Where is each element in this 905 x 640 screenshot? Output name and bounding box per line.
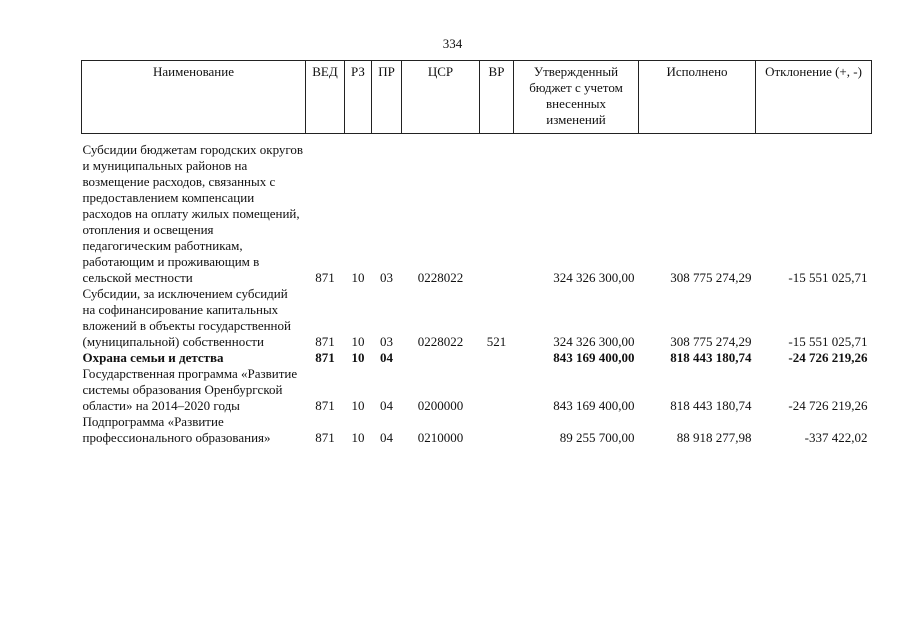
row-ved: 871 — [315, 350, 335, 365]
header-pr: ПР — [372, 61, 402, 134]
row-rz: 10 — [351, 334, 365, 349]
header-rz: РЗ — [345, 61, 372, 134]
row-name: Субсидии, за исключением субсидий на софинансирование капитальных вложений в объекты государственной (муниципальной) собственности — [82, 286, 291, 349]
row-executed: 308 775 274,29 — [670, 270, 752, 285]
row-pr: 04 — [380, 398, 393, 413]
row-csr: 0200000 — [417, 398, 464, 413]
row-ved: 871 — [315, 334, 335, 349]
row-name: Охрана семьи и детства — [82, 350, 224, 365]
row-csr: 0228022 — [417, 334, 464, 349]
row-deviation: -15 551 025,71 — [788, 334, 868, 349]
row-deviation: -24 726 219,26 — [788, 398, 868, 413]
header-ved: ВЕД — [306, 61, 345, 134]
header-approved: Утвержденный бюджет с учетом внесенных изменений — [514, 61, 639, 134]
row-ved: 871 — [315, 430, 335, 445]
row-executed: 818 443 180,74 — [670, 398, 752, 413]
table-row — [82, 134, 872, 287]
row-ved: 871 — [315, 270, 335, 285]
row-executed: 818 443 180,74 — [670, 350, 752, 365]
row-pr: 04 — [380, 430, 393, 445]
header-vr: ВР — [480, 61, 514, 134]
row-approved: 324 326 300,00 — [553, 270, 635, 285]
row-executed: 308 775 274,29 — [670, 334, 752, 349]
header-name: Наименование — [82, 61, 306, 134]
row-vr: 521 — [486, 334, 507, 349]
header-csr: ЦСР — [402, 61, 480, 134]
row-csr — [402, 350, 480, 366]
row-approved: 843 169 400,00 — [553, 398, 635, 413]
row-pr: 04 — [380, 350, 393, 365]
row-csr: 0228022 — [417, 270, 464, 285]
table-row — [82, 286, 872, 350]
row-deviation: -15 551 025,71 — [788, 270, 868, 285]
row-rz: 10 — [351, 270, 365, 285]
row-rz: 10 — [351, 398, 365, 413]
table-row — [82, 350, 872, 366]
row-executed: 88 918 277,98 — [676, 430, 752, 445]
row-vr — [480, 350, 514, 366]
row-pr: 03 — [380, 334, 393, 349]
row-pr: 03 — [380, 270, 393, 285]
row-vr — [480, 366, 514, 414]
row-deviation: -337 422,02 — [804, 430, 868, 445]
row-ved: 871 — [315, 398, 335, 413]
table-row — [82, 366, 872, 414]
header-executed: Исполнено — [639, 61, 756, 134]
row-approved: 843 169 400,00 — [553, 350, 635, 365]
row-vr — [480, 414, 514, 446]
row-deviation: -24 726 219,26 — [788, 350, 868, 365]
row-vr — [480, 134, 514, 287]
row-approved: 324 326 300,00 — [553, 334, 635, 349]
page-number: 334 — [442, 36, 463, 51]
row-name: Подпрограмма «Развитие профессионального образования» — [82, 414, 271, 445]
table-header-row — [82, 61, 872, 134]
row-rz: 10 — [351, 430, 365, 445]
row-approved: 89 255 700,00 — [559, 430, 635, 445]
row-name: Государственная программа «Развитие системы образования Оренбургской области» на 2014–2020 годы — [82, 366, 298, 413]
row-name: Субсидии бюджетам городских округов и муниципальных районов на возмещение расходов, связанных с предоставлением компенсации расходов на оплату жилых помещений, отопления и освещения педагогическим работникам, работающим и проживающим в сельской местности — [82, 142, 304, 285]
budget-table — [81, 60, 872, 446]
header-deviation: Отклонение (+, -) — [756, 61, 872, 134]
row-rz: 10 — [351, 350, 365, 365]
table-row — [82, 414, 872, 446]
row-csr: 0210000 — [417, 430, 464, 445]
